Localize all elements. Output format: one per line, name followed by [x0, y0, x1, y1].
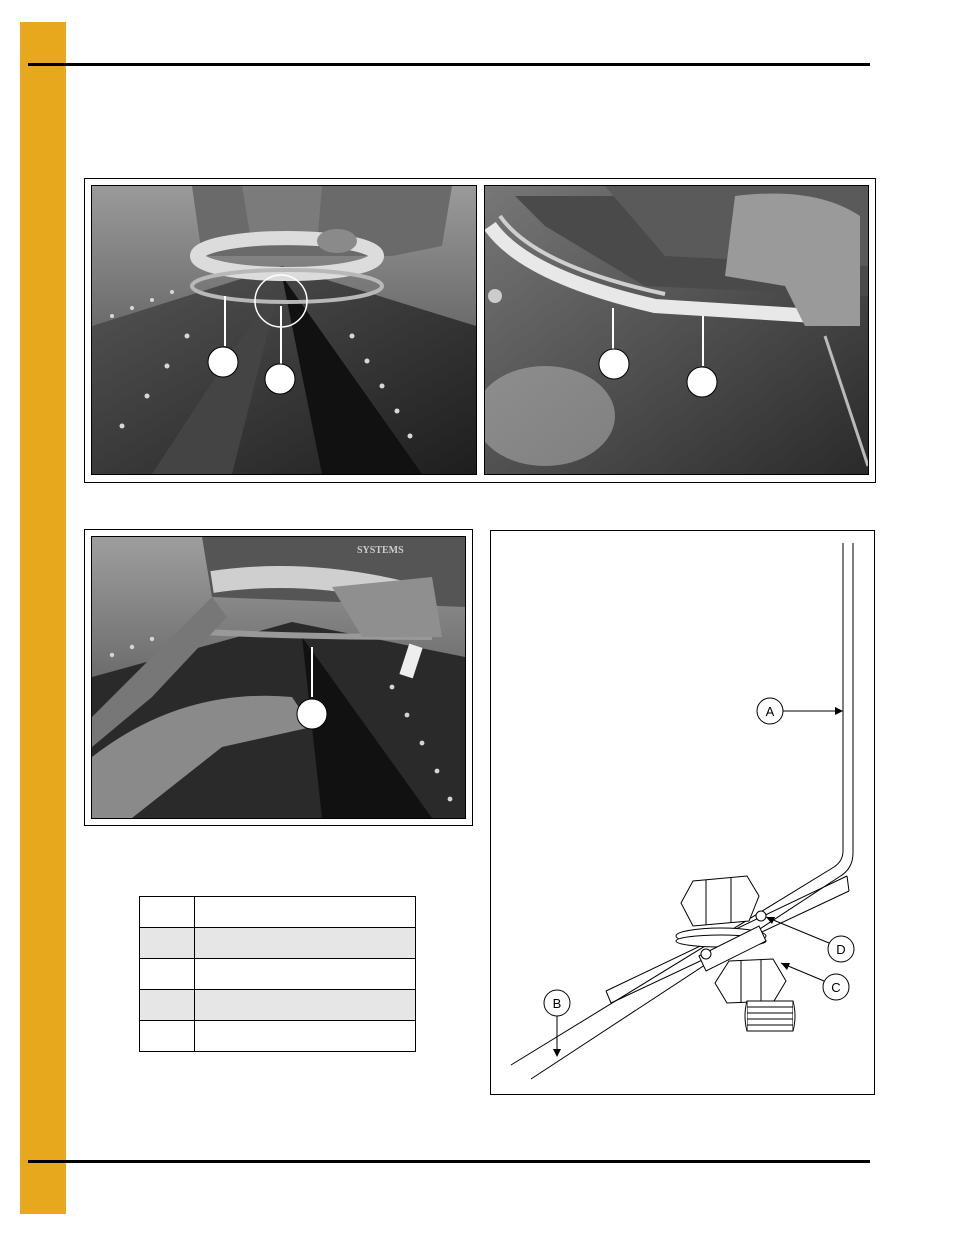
table-row	[140, 897, 416, 928]
table-cell	[195, 1021, 416, 1052]
sidebar-accent-bar	[20, 22, 66, 1214]
table-row	[140, 928, 416, 959]
table-row	[140, 990, 416, 1021]
label-c: C	[831, 980, 841, 995]
table-cell	[195, 990, 416, 1021]
label-a: A	[765, 704, 775, 719]
photo-band-installation	[91, 185, 477, 475]
photo-1-callouts	[205, 344, 305, 396]
table-row	[140, 1021, 416, 1052]
table-cell	[140, 990, 195, 1021]
table-cell	[140, 897, 195, 928]
parts-table	[139, 896, 416, 1052]
photo-band-tightening	[91, 536, 466, 819]
header-rule	[28, 63, 870, 66]
label-d: D	[836, 942, 846, 957]
shirt-logo: SYSTEMS	[357, 545, 404, 556]
photo-2-callouts	[596, 346, 726, 398]
table-cell	[195, 897, 416, 928]
table-cell	[140, 1021, 195, 1052]
assembly-diagram	[490, 530, 875, 1095]
footer-rule	[28, 1160, 870, 1163]
table-cell	[195, 959, 416, 990]
table-cell	[140, 959, 195, 990]
label-b: B	[552, 996, 562, 1011]
table-cell	[195, 928, 416, 959]
photo-3-callouts	[296, 698, 330, 732]
table-row	[140, 959, 416, 990]
table-cell	[140, 928, 195, 959]
photo-gasket-strip	[484, 185, 869, 475]
